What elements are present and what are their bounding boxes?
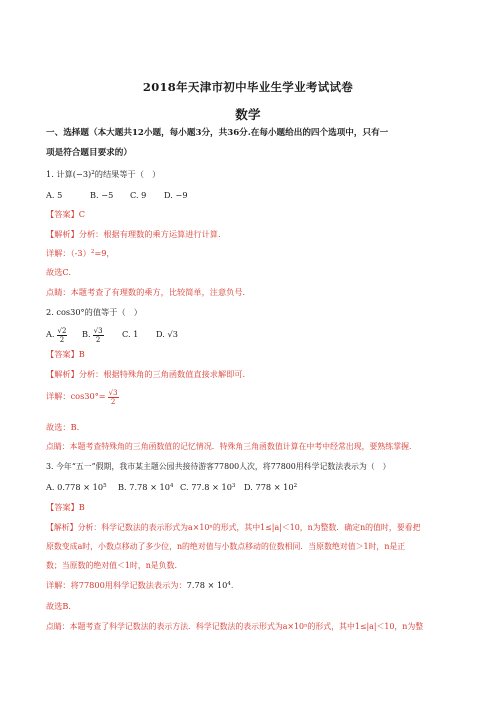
q3-analysis-line-3: 数；当原数的绝对值＜1时，n是负数. (46, 561, 177, 570)
q3-stem: 3. 今年“五一”假期，我市某主题公园共接待游客77800人次，将77800用科学记数法表示为（ ） (46, 462, 391, 471)
q2-option-b-denominator: 2 (95, 335, 101, 344)
q1-analysis-text: 分析：根据有理数的乘方运算进行计算. (78, 229, 221, 239)
q1-option-a: A. 5 (46, 190, 63, 200)
q3-analysis-tag: 【解析】 (46, 523, 78, 532)
q1-stem (46, 169, 456, 180)
q3-detail (46, 580, 456, 591)
q1-comment: 点睛：本题考查了有理数的乘方，比较简单，注意负号. (46, 287, 246, 297)
q2-stem: 2. cos30°的值等于（ ） (46, 307, 142, 317)
exam-title: 2018年天津市初中毕业生学业考试试卷 (142, 80, 354, 94)
q3-option-b-exponent: 4 (169, 483, 174, 489)
q2-analysis-text: 分析：根据特殊角的三角函数值直接求解即可. (78, 369, 246, 379)
q1-analysis (46, 229, 456, 240)
exam-subject: 数学 (235, 107, 261, 122)
q1-choose: 故选C. (46, 267, 71, 277)
section-heading-line-1: 一、选择题（本大题共12小题，每小题3分，共36分.在每小题给出的四个选项中，只有一 (46, 128, 389, 138)
q3-option-d-value: 778 × 10 (255, 482, 294, 492)
q1-option-c: C. 9 (130, 190, 147, 200)
q2-option-b (82, 324, 122, 344)
q3-option-b-label: B. (118, 482, 127, 492)
q1-expression: (−3) (72, 169, 92, 179)
q3-option-c (180, 482, 244, 493)
q3-option-b-value: 7.78 × 10 (129, 482, 170, 492)
q3-answer: 【答案】B (46, 502, 85, 512)
q2-detail (46, 386, 456, 406)
q1-detail-suffix: =9， (94, 248, 115, 258)
q3-option-c-label: C. (180, 482, 189, 492)
section-heading-line-2: 项是符合题目要求的） (46, 148, 132, 158)
q3-analysis-line-1 (46, 522, 456, 533)
q3-option-a-value: 0.778 × 10 (57, 482, 104, 492)
q3-analysis-text-1: 分析：科学记数法的表示形式为a×10ⁿ的形式，其中1≤|a|＜10，n为整数．确定n的值时，要看把 (77, 523, 421, 532)
q3-option-d-label: D. (244, 482, 253, 492)
q3-comment: 点睛：本题考查了科学记数法的表示方法．科学记数法的表示形式为a×10ⁿ的形式，其中1≤|a|＜10，n为整 (46, 622, 424, 631)
q2-detail-denominator: 2 (110, 397, 116, 406)
q2-option-a-fraction (57, 327, 68, 344)
q2-option-b-fraction (93, 327, 104, 344)
q1-analysis-tag: 【解析】 (46, 229, 79, 239)
q2-detail-numerator: √3 (108, 388, 118, 397)
q3-option-d-exponent: 2 (293, 483, 298, 489)
q2-option-a-numerator: √2 (57, 326, 67, 335)
q3-option-b (118, 482, 180, 493)
q3-option-a-label: A. (46, 482, 55, 492)
q3-detail-prefix: 详解：将77800用科学记数法表示为： (46, 580, 187, 590)
q3-option-c-value: 77.8 × 10 (191, 482, 232, 492)
q2-analysis (46, 369, 456, 380)
q2-choose: 故选：B. (46, 422, 80, 432)
q3-option-a-exponent: 5 (103, 483, 107, 489)
q1-exponent: 2 (91, 170, 95, 176)
q1-stem-prefix: 1. 计算 (46, 169, 73, 179)
q2-comment: 点睛：本题考查特殊角的三角函数值的记忆情况．特殊角三角函数值计算在中考中经常出现，要熟练掌握. (46, 442, 412, 451)
q3-detail-suffix: . (230, 580, 234, 590)
q3-option-c-exponent: 3 (231, 483, 236, 489)
q1-detail-prefix: 详解：（-3） (46, 248, 91, 258)
q2-option-a (46, 324, 82, 344)
q2-option-c: C. 1 (122, 329, 139, 339)
q2-detail-prefix: 详解：cos30°= (46, 391, 106, 401)
q2-detail-fraction (108, 389, 119, 406)
q3-option-a (46, 482, 118, 493)
q2-option-d: D. √3 (156, 329, 178, 339)
q2-option-a-denominator: 2 (59, 335, 65, 344)
q1-detail (46, 248, 456, 259)
q1-option-b: B. −5 (90, 190, 114, 200)
q3-detail-value: 7.78 × 10 (186, 580, 228, 590)
q3-option-d (244, 482, 297, 493)
q3-analysis-line-2: 原数变成a时，小数点移动了多少位，n的绝对值与小数点移动的位数相同．当原数绝对值＞1时，n是正 (46, 542, 406, 551)
q1-detail-exponent: 2 (90, 249, 95, 255)
q2-answer: 【答案】B (46, 349, 85, 359)
q2-option-b-numerator: √3 (93, 326, 103, 335)
q3-options (46, 482, 456, 493)
q1-stem-suffix: 的结果等于（ ） (94, 169, 161, 179)
q2-analysis-tag: 【解析】 (46, 369, 79, 379)
q1-options (46, 190, 456, 201)
q1-option-d: D. −9 (164, 190, 188, 200)
q2-option-a-label: A. (46, 329, 55, 339)
q2-options (46, 324, 456, 344)
q3-choose: 故选B. (46, 601, 71, 611)
q3-detail-exponent: 4 (227, 581, 231, 587)
q2-option-b-label: B. (82, 329, 91, 339)
q1-answer: 【答案】C (46, 209, 86, 219)
